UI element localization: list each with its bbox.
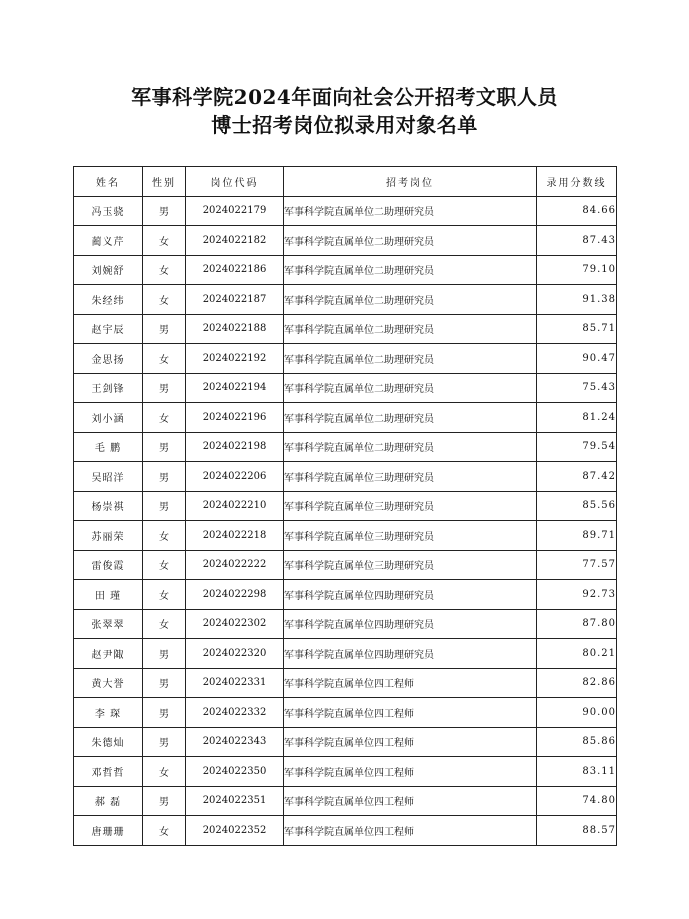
table-row bbox=[74, 580, 617, 610]
header-row bbox=[74, 167, 617, 197]
cell-score: 88.57 bbox=[537, 816, 617, 846]
cell-name: 毛 鹏 bbox=[74, 432, 143, 462]
cell-post-code: 2024022179 bbox=[186, 196, 284, 226]
cell-post: 军事科学院直属单位三助理研究员 bbox=[284, 462, 537, 492]
cell-post-code: 2024022352 bbox=[186, 816, 284, 846]
cell-gender: 女 bbox=[143, 757, 186, 787]
cell-score: 89.71 bbox=[537, 521, 617, 551]
cell-name: 刘婉舒 bbox=[74, 255, 143, 285]
table-body bbox=[74, 196, 617, 845]
cell-post-code: 2024022331 bbox=[186, 668, 284, 698]
cell-name: 邓哲哲 bbox=[74, 757, 143, 787]
cell-score: 75.43 bbox=[537, 373, 617, 403]
page-title-line1: 军事科学院2024年面向社会公开招考文职人员 bbox=[131, 85, 558, 109]
table-row bbox=[74, 491, 617, 521]
cell-name: 张翠翠 bbox=[74, 609, 143, 639]
cell-gender: 男 bbox=[143, 668, 186, 698]
table-row bbox=[74, 698, 617, 728]
cell-name: 冯玉骁 bbox=[74, 196, 143, 226]
cell-score: 79.10 bbox=[537, 255, 617, 285]
cell-gender: 男 bbox=[143, 462, 186, 492]
cell-score: 87.80 bbox=[537, 609, 617, 639]
header-gender: 性别 bbox=[143, 167, 186, 197]
cell-name: 雷俊霞 bbox=[74, 550, 143, 580]
table-row bbox=[74, 668, 617, 698]
cell-score: 85.71 bbox=[537, 314, 617, 344]
cell-score: 81.24 bbox=[537, 403, 617, 433]
table-row bbox=[74, 639, 617, 669]
cell-gender: 男 bbox=[143, 314, 186, 344]
cell-gender: 女 bbox=[143, 521, 186, 551]
cell-post-code: 2024022343 bbox=[186, 727, 284, 757]
cell-post: 军事科学院直属单位二助理研究员 bbox=[284, 344, 537, 374]
cell-name: 朱德灿 bbox=[74, 727, 143, 757]
cell-gender: 女 bbox=[143, 226, 186, 256]
cell-score: 84.66 bbox=[537, 196, 617, 226]
cell-name: 李 琛 bbox=[74, 698, 143, 728]
cell-post: 军事科学院直属单位三助理研究员 bbox=[284, 491, 537, 521]
cell-post-code: 2024022187 bbox=[186, 285, 284, 315]
cell-score: 79.54 bbox=[537, 432, 617, 462]
cell-score: 87.42 bbox=[537, 462, 617, 492]
cell-score: 74.80 bbox=[537, 786, 617, 816]
cell-name: 蔺义芹 bbox=[74, 226, 143, 256]
table-header bbox=[74, 167, 617, 197]
table-row bbox=[74, 727, 617, 757]
cell-post-code: 2024022192 bbox=[186, 344, 284, 374]
cell-gender: 男 bbox=[143, 373, 186, 403]
cell-score: 77.57 bbox=[537, 550, 617, 580]
cell-post: 军事科学院直属单位二助理研究员 bbox=[284, 226, 537, 256]
cell-gender: 男 bbox=[143, 698, 186, 728]
cell-gender: 女 bbox=[143, 580, 186, 610]
cell-gender: 男 bbox=[143, 727, 186, 757]
cell-post: 军事科学院直属单位二助理研究员 bbox=[284, 432, 537, 462]
cell-score: 92.73 bbox=[537, 580, 617, 610]
cell-name: 苏丽荣 bbox=[74, 521, 143, 551]
cell-gender: 女 bbox=[143, 816, 186, 846]
cell-post-code: 2024022198 bbox=[186, 432, 284, 462]
cell-score: 82.86 bbox=[537, 668, 617, 698]
table-row bbox=[74, 432, 617, 462]
cell-post-code: 2024022206 bbox=[186, 462, 284, 492]
cell-post-code: 2024022182 bbox=[186, 226, 284, 256]
header-post-code: 岗位代码 bbox=[186, 167, 284, 197]
cell-post-code: 2024022298 bbox=[186, 580, 284, 610]
table-row bbox=[74, 255, 617, 285]
cell-post: 军事科学院直属单位三助理研究员 bbox=[284, 550, 537, 580]
cell-post: 军事科学院直属单位四工程师 bbox=[284, 727, 537, 757]
cell-gender: 女 bbox=[143, 255, 186, 285]
cell-post: 军事科学院直属单位四工程师 bbox=[284, 668, 537, 698]
table-row bbox=[74, 285, 617, 315]
cell-name: 金思扬 bbox=[74, 344, 143, 374]
cell-gender: 男 bbox=[143, 491, 186, 521]
cell-post-code: 2024022302 bbox=[186, 609, 284, 639]
cell-name: 郝 磊 bbox=[74, 786, 143, 816]
cell-post-code: 2024022332 bbox=[186, 698, 284, 728]
cell-name: 赵宇辰 bbox=[74, 314, 143, 344]
cell-post-code: 2024022188 bbox=[186, 314, 284, 344]
cell-post-code: 2024022351 bbox=[186, 786, 284, 816]
table-row bbox=[74, 403, 617, 433]
cell-post: 军事科学院直属单位四工程师 bbox=[284, 757, 537, 787]
table-row bbox=[74, 550, 617, 580]
header-score: 录用分数线 bbox=[537, 167, 617, 197]
cell-name: 刘小涵 bbox=[74, 403, 143, 433]
cell-post-code: 2024022186 bbox=[186, 255, 284, 285]
cell-name: 吴昭洋 bbox=[74, 462, 143, 492]
cell-name: 王剑锋 bbox=[74, 373, 143, 403]
cell-score: 91.38 bbox=[537, 285, 617, 315]
table-row bbox=[74, 373, 617, 403]
cell-gender: 女 bbox=[143, 550, 186, 580]
cell-post: 军事科学院直属单位二助理研究员 bbox=[284, 196, 537, 226]
cell-post: 军事科学院直属单位四助理研究员 bbox=[284, 580, 537, 610]
table-row bbox=[74, 757, 617, 787]
table-row bbox=[74, 196, 617, 226]
cell-gender: 女 bbox=[143, 285, 186, 315]
header-name: 姓名 bbox=[74, 167, 143, 197]
cell-score: 83.11 bbox=[537, 757, 617, 787]
admission-list-table bbox=[73, 166, 617, 846]
page-title-line2: 博士招考岗位拟录用对象名单 bbox=[211, 113, 478, 137]
cell-post-code: 2024022194 bbox=[186, 373, 284, 403]
cell-post: 军事科学院直属单位二助理研究员 bbox=[284, 255, 537, 285]
cell-post-code: 2024022320 bbox=[186, 639, 284, 669]
cell-gender: 男 bbox=[143, 196, 186, 226]
table-row bbox=[74, 786, 617, 816]
cell-post: 军事科学院直属单位四工程师 bbox=[284, 816, 537, 846]
cell-post: 军事科学院直属单位四工程师 bbox=[284, 786, 537, 816]
cell-name: 杨崇祺 bbox=[74, 491, 143, 521]
table-row bbox=[74, 521, 617, 551]
cell-name: 田 瑾 bbox=[74, 580, 143, 610]
cell-post: 军事科学院直属单位二助理研究员 bbox=[284, 373, 537, 403]
table-row bbox=[74, 816, 617, 846]
cell-post: 军事科学院直属单位三助理研究员 bbox=[284, 521, 537, 551]
cell-post-code: 2024022196 bbox=[186, 403, 284, 433]
cell-gender: 女 bbox=[143, 609, 186, 639]
cell-gender: 男 bbox=[143, 639, 186, 669]
cell-gender: 男 bbox=[143, 432, 186, 462]
table-row bbox=[74, 462, 617, 492]
table-row bbox=[74, 314, 617, 344]
cell-post: 军事科学院直属单位四助理研究员 bbox=[284, 609, 537, 639]
cell-post-code: 2024022350 bbox=[186, 757, 284, 787]
header-post: 招考岗位 bbox=[284, 167, 537, 197]
table-row bbox=[74, 344, 617, 374]
cell-score: 87.43 bbox=[537, 226, 617, 256]
cell-score: 80.21 bbox=[537, 639, 617, 669]
cell-score: 90.00 bbox=[537, 698, 617, 728]
table-row bbox=[74, 609, 617, 639]
cell-post: 军事科学院直属单位二助理研究员 bbox=[284, 285, 537, 315]
cell-score: 90.47 bbox=[537, 344, 617, 374]
cell-post-code: 2024022222 bbox=[186, 550, 284, 580]
cell-name: 黄大誉 bbox=[74, 668, 143, 698]
table-row bbox=[74, 226, 617, 256]
cell-gender: 女 bbox=[143, 344, 186, 374]
cell-post: 军事科学院直属单位四工程师 bbox=[284, 698, 537, 728]
cell-post-code: 2024022210 bbox=[186, 491, 284, 521]
cell-gender: 男 bbox=[143, 786, 186, 816]
cell-name: 唐珊珊 bbox=[74, 816, 143, 846]
cell-name: 朱经纬 bbox=[74, 285, 143, 315]
cell-post-code: 2024022218 bbox=[186, 521, 284, 551]
cell-post: 军事科学院直属单位二助理研究员 bbox=[284, 403, 537, 433]
cell-score: 85.86 bbox=[537, 727, 617, 757]
cell-score: 85.56 bbox=[537, 491, 617, 521]
cell-gender: 女 bbox=[143, 403, 186, 433]
cell-post: 军事科学院直属单位二助理研究员 bbox=[284, 314, 537, 344]
cell-name: 赵尹陬 bbox=[74, 639, 143, 669]
cell-post: 军事科学院直属单位四助理研究员 bbox=[284, 639, 537, 669]
